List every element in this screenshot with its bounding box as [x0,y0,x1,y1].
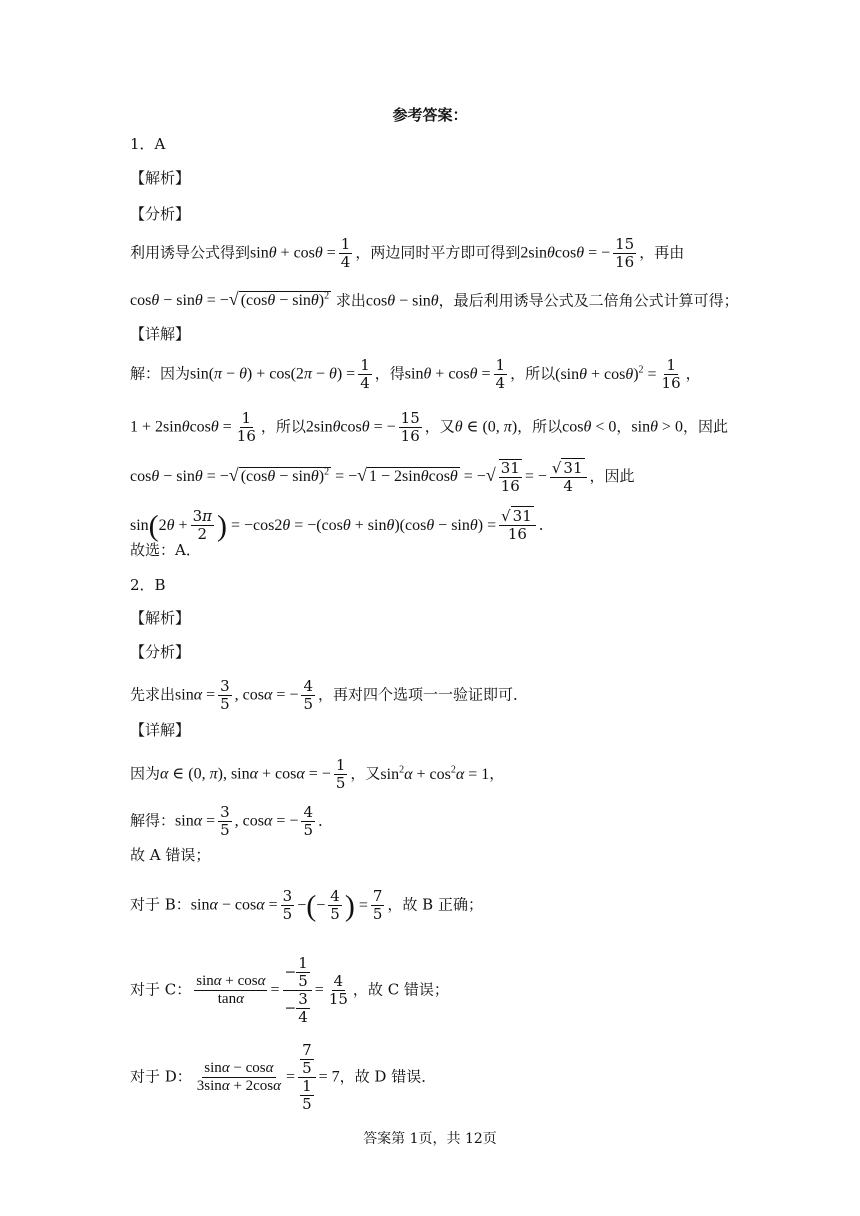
page-title: 参考答案： [392,106,468,124]
q2-detail-line2: 解得：sinα = $\frac{3}{5}$ , cosα = − $\frac{4}{5}$ ． [130,803,334,839]
q1-number: 1．A [130,135,166,153]
q1-detail-line4: sin(2θ + $\frac{3\pi}{2}$ ) = −cos2θ = −(cosθ + sinθ)(cosθ − sinθ) = $\frac{√ 31}{16}$ ． [130,507,554,543]
q2-option-d: 对于 D： $\frac{\sin\alpha - \cos\alpha}{3\sin\alpha + 2\cos\alpha}$ = $\frac{\frac{7}{5}}{\frac{1}{5}}$ = 7，故 D 错误． [130,1041,437,1113]
q1-detail-line1: 解：因为sin(π − θ) + cos(2π − θ) = $\frac{1}{4}$ ，得sinθ + cosθ = $\frac{1}{4}$ ，所以$(\sin\theta + \cos\theta)^2$ = $\frac{1}{16}$ ， [130,356,701,392]
q1-conclusion: 故选：A． [130,541,201,559]
q2-fenxi-heading: 【分析】 [130,643,191,661]
q2-detail-line1: 因为α ∈ (0, π), sinα + cosα = − $\frac{1}{5}$ ，又$\sin^2\alpha + \cos^2\alpha = 1$， [130,756,505,792]
q2-option-c: 对于 C： $\frac{\sin\alpha + \cos\alpha}{\tan\alpha}$ = − $\frac{1}{5}$ − $\frac{3}{4}$ = $\frac{4}{15}$ ，故 C 错误； [130,954,449,1026]
q1-fenxi-line1: 利用诱导公式得到sinθ + cosθ = $\frac{1}{4}$ ，两边同时平方即可得到2sinθcosθ = − $\frac{15}{16}$ ，再由 [130,235,685,271]
q1-detail-line3: cosθ − sinθ = −√ $(\cos\theta - \sin\theta)^2$ = −√ 1 − 2sinθcosθ = −√ $\frac{31}{16}$ = − $\frac{√ 31}{4}$ ，因此 [130,458,635,495]
q2-xiangjie-heading: 【详解】 [130,721,191,739]
q1-jiexi-heading: 【解析】 [130,169,191,187]
q2-option-b: 对于 B：sinα − cosα = $\frac{3}{5}$ −(− $\frac{4}{5}$ ) = $\frac{7}{5}$ ，故 B 正确； [130,887,483,923]
q2-jiexi-heading: 【解析】 [130,609,191,627]
q1-xiangjie-heading: 【详解】 [130,325,191,343]
q1-fenxi-line2: cosθ − sinθ = −√ $(\cos\theta - \sin\theta)^2$ 求出cosθ − sinθ，最后利用诱导公式及二倍角公式计算可得； [130,289,739,310]
q1-detail-line2: 1 + 2sinθcosθ = $\frac{1}{16}$ ，所以2sinθcosθ = − $\frac{15}{16}$ ，又θ ∈ (0, π)，所以cosθ < 0，sinθ > 0，因此 [130,409,728,445]
q2-fenxi-line: 先求出sinα = $\frac{3}{5}$ , cosα = − $\frac{4}{5}$ ，再对四个选项一一验证即可． [130,677,529,713]
page-footer: 答案第 1页，共 12页 [363,1131,497,1147]
q2-number: 2．B [130,576,166,594]
q2-option-a: 故 A 错误； [130,846,211,864]
q1-fenxi-heading: 【分析】 [130,205,191,223]
